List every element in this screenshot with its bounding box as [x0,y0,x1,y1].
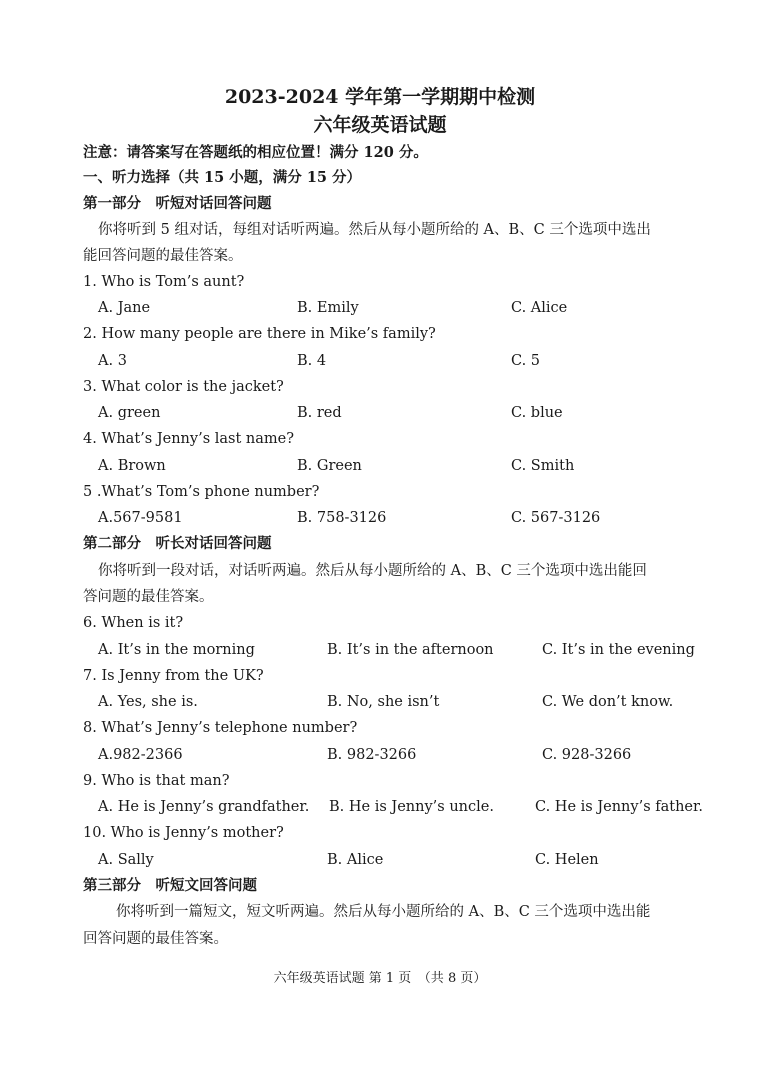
question-10: 10. Who is Jenny’s mother? [83,825,284,841]
option-5c: C. 567-3126 [511,510,601,526]
question-5: 5 .What’s Tom’s phone number? [83,484,320,500]
option-1c: C. Alice [511,300,568,316]
option-7a: A. Yes, she is. [98,694,198,710]
part3-instruction-line1: 你将听到一篇短文，短文听两遍。然后从每小题所给的 A、B、C 三个选项中选出能 [116,904,651,920]
option-10b: B. Alice [327,852,384,868]
option-10a: A. Sally [98,852,154,868]
option-2a: A. 3 [98,353,127,369]
part2-heading: 第二部分 听长对话回答问题 [83,535,272,552]
option-1a: A. Jane [98,300,151,316]
option-2b: B. 4 [297,353,327,369]
option-9b: B. He is Jenny’s uncle. [329,799,494,815]
option-2c: C. 5 [511,353,541,369]
option-7c: C. We don’t know. [542,694,674,710]
part1-heading: 第一部分 听短对话回答问题 [83,195,272,212]
option-3b: B. red [297,405,342,421]
part2-instruction-line2: 答问题的最佳答案。 [83,589,214,605]
question-2: 2. How many people are there in Mike’s family? [83,326,436,342]
option-5b: B. 758-3126 [297,510,387,526]
question-1: 1. Who is Tom’s aunt? [83,274,245,290]
question-9: 9. Who is that man? [83,773,230,789]
page-footer: 六年级英语试题 第 1 页 （共 8 页） [273,971,487,986]
option-3c: C. blue [511,405,563,421]
question-4: 4. What’s Jenny’s last name? [83,431,294,447]
question-6: 6. When is it? [83,615,184,631]
part1-instruction-line1: 你将听到 5 组对话，每组对话听两遍。然后从每小题所给的 A、B、C 三个选项中选出 [98,222,651,238]
option-9c: C. He is Jenny’s father. [535,799,703,815]
option-6c: C. It’s in the evening [542,642,695,658]
option-3a: A. green [98,405,161,421]
option-9a: A. He is Jenny’s grandfather. [98,799,310,815]
option-10c: C. Helen [535,852,599,868]
question-7: 7. Is Jenny from the UK? [83,668,264,684]
option-4b: B. Green [297,458,362,474]
option-8b: B. 982-3266 [327,747,417,763]
option-8a: A.982-2366 [98,747,183,763]
option-1b: B. Emily [297,300,359,316]
option-6b: B. It’s in the afternoon [327,642,494,658]
section-heading: 一、听力选择（共 15 小题，满分 15 分） [83,169,362,186]
part2-instruction-line1: 你将听到一段对话，对话听两遍。然后从每小题所给的 A、B、C 三个选项中选出能回 [98,563,647,579]
option-6a: A. It’s in the morning [98,642,255,658]
option-7b: B. No, she isn’t [327,694,440,710]
option-5a: A.567-9581 [98,510,183,526]
question-8: 8. What’s Jenny’s telephone number? [83,720,358,736]
option-4a: A. Brown [98,458,166,474]
part3-heading: 第三部分 听短文回答问题 [83,877,257,894]
exam-title: 2023-2024 学年第一学期期中检测 [224,86,536,108]
exam-subtitle: 六年级英语试题 [313,114,447,136]
part3-instruction-line2: 回答问题的最佳答案。 [83,931,228,947]
option-4c: C. Smith [511,458,575,474]
notice-text: 注意：请答案写在答题纸的相应位置！满分 120 分。 [83,144,428,161]
option-8c: C. 928-3266 [542,747,632,763]
question-3: 3. What color is the jacket? [83,379,284,395]
part1-instruction-line2: 能回答问题的最佳答案。 [83,248,243,264]
